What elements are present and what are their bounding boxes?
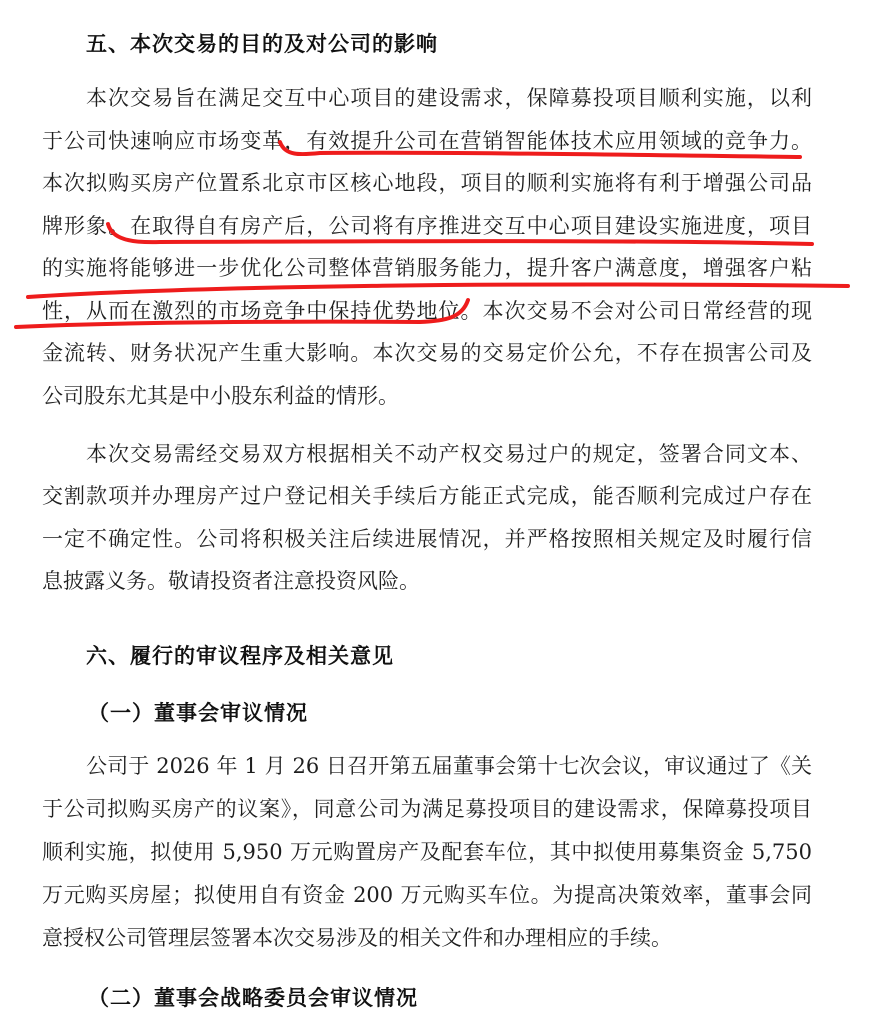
section-6-heading: 六、履行的审议程序及相关意见 — [86, 644, 394, 668]
paragraph-line: 公司股东尤其是中小股东利益的情形。 — [42, 384, 399, 408]
paragraph-line: 金流转、财务状况产生重大影响。本次交易的交易定价公允，不存在损害公司及 — [42, 341, 812, 365]
paragraph-line: 顺利实施，拟使用 5,950 万元购置房产及配套车位，其中拟使用募集资金 5,750 — [42, 840, 812, 864]
paragraph-line: 一定不确定性。公司将积极关注后续进展情况，并严格按照相关规定及时履行信 — [42, 527, 812, 551]
section-6-1-heading: （一）董事会审议情况 — [88, 701, 308, 725]
section-6-2-heading: （二）董事会战略委员会审议情况 — [88, 986, 418, 1010]
paragraph-line: 万元购买房屋；拟使用自有资金 200 万元购买车位。为提高决策效率，董事会同 — [42, 883, 812, 907]
paragraph-line: 交割款项并办理房产过户登记相关手续后方能正式完成，能否顺利完成过户存在 — [42, 484, 812, 508]
paragraph-line: 本次交易旨在满足交互中心项目的建设需求，保障募投项目顺利实施，以利 — [86, 86, 812, 110]
paragraph-line: 公司于 2026 年 1 月 26 日召开第五届董事会第十七次会议，审议通过了《关 — [86, 754, 812, 778]
paragraph-line: 于公司快速响应市场变革，有效提升公司在营销智能体技术应用领域的竞争力。 — [42, 129, 812, 153]
paragraph-line: 牌形象。在取得自有房产后，公司将有序推进交互中心项目建设实施进度，项目 — [42, 214, 812, 238]
paragraph-line: 的实施将能够进一步优化公司整体营销服务能力，提升客户满意度，增强客户粘 — [42, 256, 812, 280]
paragraph-line: 于公司拟购买房产的议案》，同意公司为满足募投项目的建设需求，保障募投项目 — [42, 797, 812, 821]
paragraph-line: 本次拟购买房产位置系北京市区核心地段，项目的顺利实施将有利于增强公司品 — [42, 171, 812, 195]
paragraph-line: 息披露义务。敬请投资者注意投资风险。 — [42, 569, 420, 593]
paragraph-line: 意授权公司管理层签署本次交易涉及的相关文件和办理相应的手续。 — [42, 926, 672, 950]
paragraph-line: 性，从而在激烈的市场竞争中保持优势地位。本次交易不会对公司日常经营的现 — [42, 299, 812, 323]
section-5-heading: 五、本次交易的目的及对公司的影响 — [86, 32, 438, 56]
underline-stroke-3 — [28, 284, 848, 297]
paragraph-line: 本次交易需经交易双方根据相关不动产权交易过户的规定，签署合同文本、 — [86, 442, 812, 466]
